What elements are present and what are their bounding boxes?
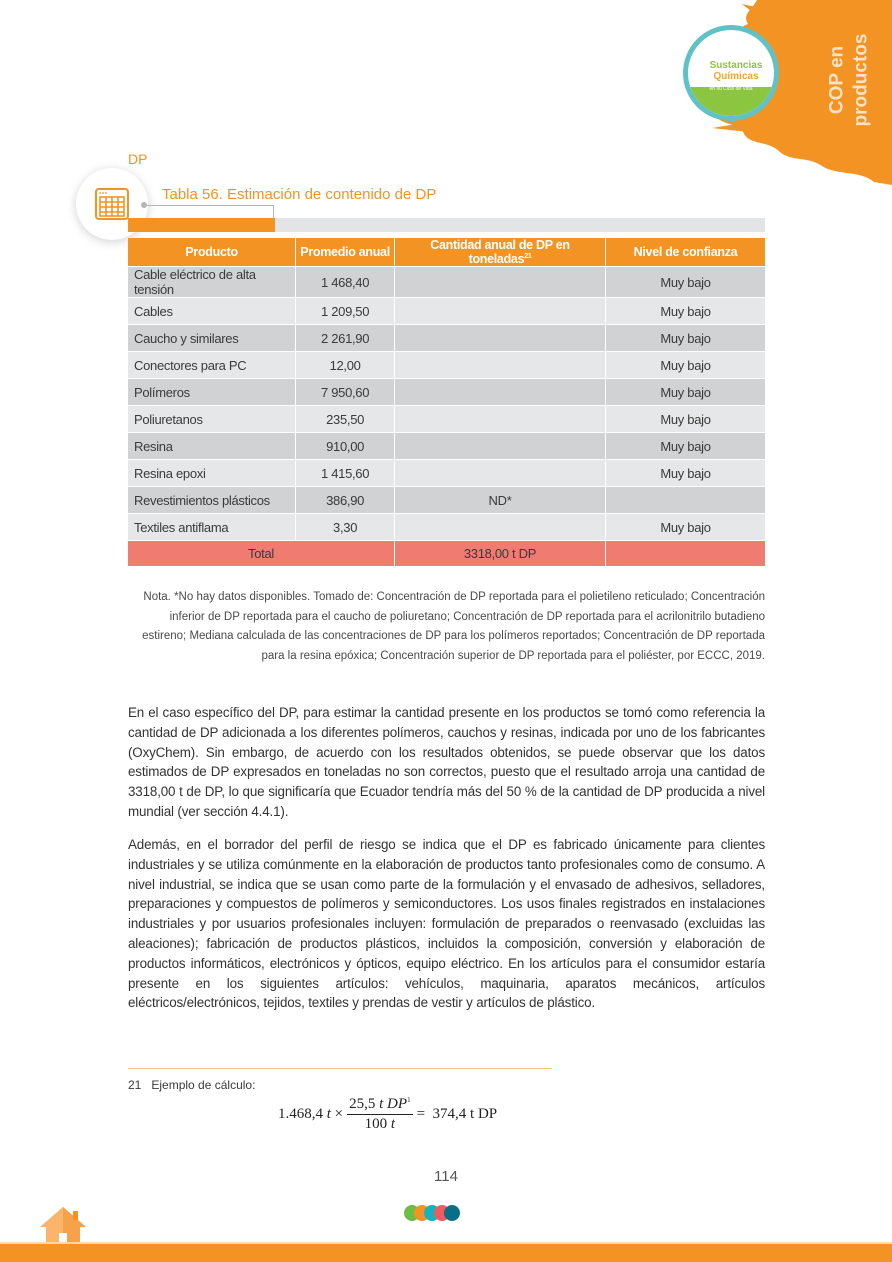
- table-row: [128, 298, 765, 325]
- badge-name-line1: Sustancias: [709, 60, 763, 71]
- cell-cantidad: [395, 460, 606, 487]
- cell-cantidad: [395, 406, 606, 433]
- program-logo-badge: [683, 25, 779, 121]
- cell-promedio: 1 209,50: [296, 298, 395, 325]
- cell-cantidad: [395, 514, 606, 541]
- cell-producto: Cables: [128, 298, 296, 325]
- title-bar-accent: [128, 218, 275, 232]
- table-row: [128, 379, 765, 406]
- badge-tagline: en su Ciclo de Vida: [709, 86, 753, 92]
- numerator-sup: 1: [407, 1096, 411, 1104]
- table-total-row: [128, 541, 765, 567]
- table-icon: [95, 188, 129, 220]
- cell-producto: Caucho y similares: [128, 325, 296, 352]
- chapter-side-title-2: [848, 30, 874, 130]
- cell-nivel: Muy bajo: [605, 267, 765, 298]
- cell-producto: Poliuretanos: [128, 406, 296, 433]
- table-header-row: [128, 238, 765, 267]
- cell-nivel: Muy bajo: [605, 460, 765, 487]
- side-title-line1: COP en: [826, 45, 848, 115]
- cell-total-cantidad: 3318,00 t DP: [395, 541, 606, 567]
- home-icon[interactable]: [38, 1205, 88, 1245]
- denominator-unit: t: [390, 1116, 396, 1132]
- cell-promedio: 1 415,60: [296, 460, 395, 487]
- cell-promedio: 910,00: [296, 433, 395, 460]
- formula-denominator: [365, 1115, 395, 1133]
- cell-producto: Resina epoxi: [128, 460, 296, 487]
- chapter-side-title: [824, 30, 850, 130]
- cell-cantidad: [395, 379, 606, 406]
- table-row: [128, 352, 765, 379]
- column-header-nivel: Nivel de confianza: [605, 238, 765, 267]
- numerator-value: 25,5: [349, 1096, 376, 1112]
- column-header-producto: Producto: [128, 238, 296, 267]
- footnote-separator: [128, 1068, 552, 1069]
- cell-producto: Cable eléctrico de alta tensión: [128, 267, 296, 298]
- denominator-value: 100: [364, 1116, 388, 1132]
- cell-promedio: 3,30: [296, 514, 395, 541]
- connector-line: [146, 205, 274, 218]
- cell-total-nivel: [605, 541, 765, 567]
- numerator-unit: t DP: [379, 1096, 408, 1112]
- cell-producto: Conectores para PC: [128, 352, 296, 379]
- cell-promedio: 386,90: [296, 487, 395, 514]
- cell-nivel: Muy bajo: [605, 379, 765, 406]
- cell-cantidad: [395, 267, 606, 298]
- table-row: [128, 406, 765, 433]
- cell-nivel: Muy bajo: [605, 325, 765, 352]
- badge-name-line2: Químicas: [713, 71, 759, 82]
- cell-promedio: 2 261,90: [296, 325, 395, 352]
- footnote-number: 21: [128, 1078, 142, 1092]
- cell-promedio: 7 950,60: [296, 379, 395, 406]
- section-label: DP: [128, 151, 148, 167]
- formula-fraction: [347, 1096, 412, 1133]
- formula-times: ×: [334, 1106, 344, 1122]
- column-header-cantidad-label: Cantidad anual de DP en toneladas: [430, 238, 570, 266]
- cell-cantidad: ND*: [395, 487, 606, 514]
- body-paragraph: Además, en el borrador del perfil de riesgo se indica que el DP es fabricado únicamente para clientes industriales y se utiliza comúnmente en la elaboración de productos tanto profesionales como de consumo. A nivel industrial, se indica que se usan como parte de la formulación y el envasado de adhesivos, selladores, preparaciones y compuestos de polímeros y semiconductores. Los usos finales registrados en instalaciones industriales y por usuarios profesionales incluyen: formulación de preparados o reenvasado (excluidas las aleaciones); fabricación de productos plásticos, incluidos la composición, conversión y elaboración de productos informáticos, electrónicos y ópticos, equipo eléctrico. En los artículos para el consumidor estaría presente en los siguientes artículos: vehículos, maquinaria, aparatos mecánicos, artículos eléctricos/electrónicos, tejidos, textiles y prendas de vestir y artículos de plástico.: [128, 837, 765, 1011]
- cell-nivel: Muy bajo: [605, 514, 765, 541]
- cell-nivel: [605, 487, 765, 514]
- cell-cantidad: [395, 298, 606, 325]
- table-row: [128, 514, 765, 541]
- cell-cantidad: [395, 433, 606, 460]
- cell-cantidad: [395, 325, 606, 352]
- formula-result: 374,4 t DP: [432, 1106, 498, 1122]
- formula-numerator: [347, 1096, 412, 1115]
- footnote: [128, 1078, 255, 1092]
- cell-producto: Revestimientos plásticos: [128, 487, 296, 514]
- cell-producto: Textiles antiflama: [128, 514, 296, 541]
- body-paragraph: En el caso específico del DP, para estimar la cantidad presente en los productos se tomó como referencia la cantidad de DP adicionada a los diferentes polímeros, cauchos y resinas, indicada por uno de los fabricantes (OxyChem). Sin embargo, de acuerdo con los resultados obtenidos, se puede observar que los datos estimados de DP expresados en toneladas no son correctos, puesto que el resultado arroja una cantidad de 3318,00 t de DP, lo que significaría que Ecuador tendría más del 50 % de la cantidad de DP producida a nivel mundial (ver sección 4.4.1).: [128, 705, 765, 819]
- formula-lhs: 1.468,4: [278, 1106, 323, 1122]
- cell-nivel: Muy bajo: [605, 298, 765, 325]
- page-number: 114: [434, 1168, 458, 1185]
- cell-producto: Polímeros: [128, 379, 296, 406]
- footnote-ref[interactable]: 21: [524, 252, 532, 260]
- cell-promedio: 1 468,40: [296, 267, 395, 298]
- footnote-text: Ejemplo de cálculo:: [151, 1078, 256, 1092]
- table-title: Tabla 56. Estimación de contenido de DP: [162, 186, 437, 203]
- cell-nivel: Muy bajo: [605, 433, 765, 460]
- footer-bar: [0, 1244, 892, 1262]
- color-dot: [444, 1205, 460, 1221]
- formula-lhs-unit: t: [326, 1106, 331, 1122]
- table-row: [128, 487, 765, 514]
- color-dots: [404, 1205, 454, 1221]
- table-row: [128, 433, 765, 460]
- column-header-promedio: Promedio anual: [296, 238, 395, 267]
- table-row: [128, 267, 765, 298]
- table-note: Nota. *No hay datos disponibles. Tomado de: Concentración de DP reportada para el polietileno reticulado; Concentración inferior de DP reportada para el caucho de poliuretano; Concentración de DP reportada para el acrilonitrilo butadieno estireno; Mediana calculada de las concentraciones de DP para los polímeros reportados; Concentración de DP reportada para la resina epóxica; Concentración superior de DP reportada para el poliéster, por ECCC, 2019.: [142, 591, 765, 662]
- cell-nivel: Muy bajo: [605, 352, 765, 379]
- side-title-line2: productos: [850, 33, 872, 127]
- column-header-cantidad: [395, 238, 606, 267]
- table-row: [128, 325, 765, 352]
- cell-promedio: 12,00: [296, 352, 395, 379]
- title-bar-track: [275, 218, 765, 232]
- cell-nivel: Muy bajo: [605, 406, 765, 433]
- cell-total-label: Total: [128, 541, 395, 567]
- cell-producto: Resina: [128, 433, 296, 460]
- dp-estimation-table: [128, 238, 765, 566]
- cell-promedio: 235,50: [296, 406, 395, 433]
- table-row: [128, 460, 765, 487]
- formula-equals: =: [416, 1106, 426, 1122]
- cell-cantidad: [395, 352, 606, 379]
- calculation-formula: [278, 1096, 497, 1133]
